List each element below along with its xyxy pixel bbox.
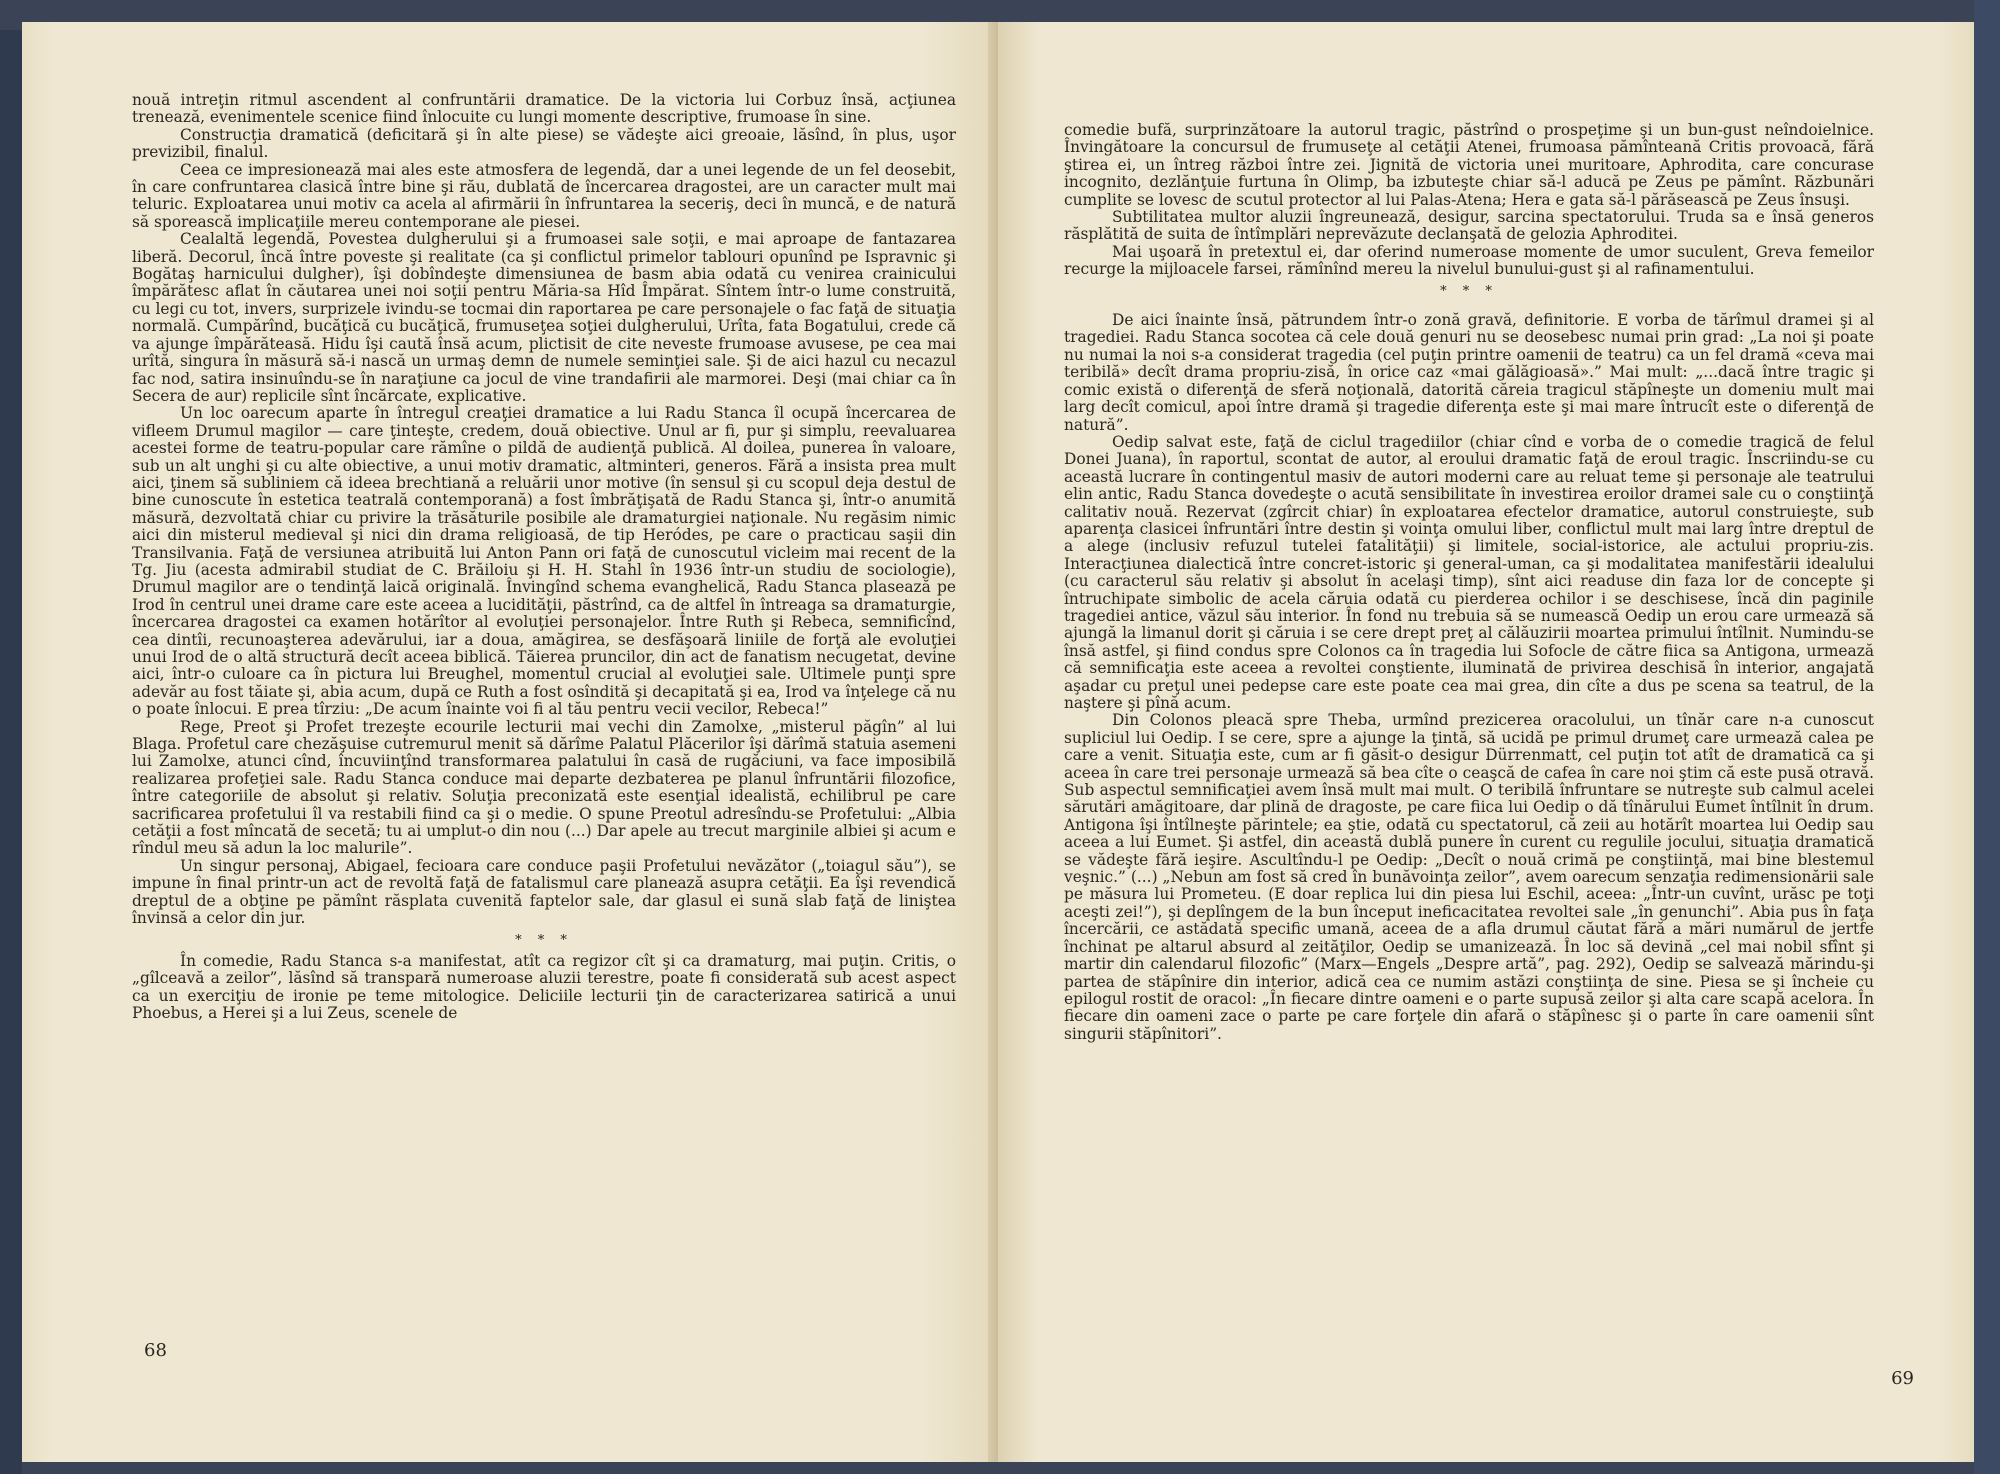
right-page [998,22,1974,1462]
book-cover-edge-left [0,30,22,1474]
paragraph: Construcţia dramatică (deficitară şi în alte piese) se vădeşte aici greoaie, lăsînd, în plus, uşor previzibil, finalul. [132,125,956,162]
paragraph: Ceea ce impresionează mai ales este atmosfera de legendă, dar a unei legende de un fel deosebit, în care confruntarea clasică între bine şi rău, dublată de încercarea dragostei, are un caracter mult mai teluric. Exploatarea unui motiv ca acela al afirmării în înfruntarea la seceriş, deci în muncă, e de natură să sporească implicaţiile mereu contemporane ale piesei. [132,160,956,231]
paragraph: Un singur personaj, Abigael, fecioara care conduce paşii Profetului nevăzător („toiagul său”), se impune în final printr-un act de revoltă faţă de fatalismul care planează asupra cetăţii. Ea îşi revendică dreptul de a obţine pe pămînt răsplata cuvenită faptelor sale, dar glasul ei sună slab faţă de liniştea învinsă a celor din jur. [132,856,956,928]
left-page-text [132,92,956,1023]
paragraph: nouă intreţin ritmul ascendent al confruntării dramatice. De la victoria lui Corbuz însă, acţiunea trenează, evenimentele scenice fiind înlocuite cu lungi momente descriptive, frumoase în sine. [132,91,956,127]
paragraph: Mai uşoară în pretextul ei, dar oferind numeroase momente de umor suculent, Greva femeilor recurge la mijloacele farsei, rămînînd mereu la nivelul bunului-gust şi al rafinamentului. [1064,242,1874,279]
paragraph: Cealaltă legendă, Povestea dulgherului şi a frumoasei sale soţii, e mai aproape de fantazarea liberă. Decorul, încă între poveste şi realitate (ca şi conflictul primelor tablouri opunînd pe Ispravnic şi Bogătaş harnicului dulgher), îşi dobîndeşte dimensiunea de basm abia odată cu venirea crainicului împărătesc aflat în căutarea unei noi soţii pentru Măria-sa Hîd Împărat. Sîntem într-o lume construită, cu legi cu tot, invers, surprizele ivindu-se tocmai din raportarea pe care personajele o fac faţă de situaţia normală. Cumpărînd, bucăţică cu bucăţică, frumuseţea soţiei dulgherului, Urîta, fata Bogatului, crede că va ajunge împărăteasă. Hidu îşi caută însă acum, plictisit de cite neveste frumoase avusese, pe cea mai urîtă, singura în măsură să-i nască un urmaş demn de numele seminţiei sale. Şi de aici hazul cu necazul fac nod, satira insinuîndu-se în naraţiune ca jocul de vine trandafirii ale marmorei. Deşi (mai chiar ca în Secera de aur) replicile sînt încărcate, explicative. [132,230,956,405]
paragraph: De aici înainte însă, pătrundem într-o zonă gravă, definitorie. E vorba de tărîmul dramei şi al tragediei. Radu Stanca socotea că cele două genuri nu se deosebesc numai prin grad: „La noi şi poate nu numai la noi s-a considerat tragedia (cel puţin printre oamenii de teatru) ca un fel dramă «ceva mai teribilă» decît drama propriu-zisă, în orice caz «mai gălăgioasă».” Mai mult: „...dacă între tragic şi comic există o diferenţă de sferă noţională, datorită căreia tragicul stăpîneşte un domeniu mult mai larg decît comicul, apoi între dramă şi tragedie diferenţa este şi mai mare întrucît este o diferenţă de natură”. [1064,311,1874,434]
page-number-right: 69 [1891,1368,1914,1389]
paragraph: Un loc oarecum aparte în întregul creaţiei dramatice a lui Radu Stanca îl ocupă încercarea de vifleem Drumul magilor — care ţinteşte, credem, două obiective. Unul ar fi, pur şi simplu, reevaluarea acestei forme de teatru-popular care rămîne o pildă de audienţă publică. Al doilea, punerea în valoare, sub un alt unghi şi cu alte obiective, a unui motiv dramatic, altminteri, generos. Fără a insista prea mult aici, ţinem să subliniem că ideea brechtiană a reluării unor motive (în sensul şi cu scopul deja destul de bine cunoscute în estetica teatrală contemporană) a fost îmbrăţişată de Radu Stanca şi, într-o anumită măsură, dezvoltată chiar cu privire la trăsăturile posibile ale dramaturgiei naţionale. Nu regăsim nimic aici din misterul medieval şi nici din drama religioasă, de tip Heródes, pe care o practicau saşii din Transilvania. Faţă de versiunea atribuită lui Anton Pann ori faţă de cunoscutul vicleim mai recent de la Tg. Jiu (acesta admirabil studiat de C. Brăiloiu şi H. H. Stahl în 1936 într-un studiu de sociologie), Drumul magilor are o tendinţă laică originală. Învingînd schema evanghelică, Radu Stanca plasează pe Irod în centrul unei drame care este aceea a lucidităţii, păstrînd, ca de altfel în întreaga sa dramaturgie, încercarea dragostei ca examen hotărîtor al evoluţiei personajelor. Între Ruth şi Rebeca, semnificînd, cea dintîi, recunoaşterea adevărului, iar a doua, amăgirea, se desfăşoară liniile de forţă ale evoluţiei unui Irod de o altă structură decît aceea biblică. Tăierea pruncilor, din act de fanatism necugetat, devine aici, într-o culoare ca în pictura lui Breughel, momentul crucial al evoluţiei sale. Ultimele punţi spre adevăr au fost tăiate şi, abia acum, după ce Ruth a fost osîndită şi decapitată şi ea, Irod va înţelege că nu o poate înlocui. E prea tîrziu: „De acum înainte voi fi al tău pentru vecii vecilor, Rebeca!” [132,404,956,719]
page-number-left: 68 [144,1340,167,1361]
book-cover-edge-right [1974,0,2000,1474]
paragraph: comedie bufă, surprinzătoare la autorul tragic, păstrînd o prospeţime şi un bun-gust neîndoielnice. Învingătoare la concursul de frumuseţe al cetăţii Atenei, frumoasa pămînteană Critis provoacă, fără ştirea ei, un întreg război între zei. Jignită de victoria unei muritoare, Aphrodita, care concurase incognito, dezlănţuie furtuna în Olimp, ba izbuteşte chiar să-l aducă pe Zeus pe pămînt. Răzbunări cumplite se lovesc de scutul protector al lui Palas-Atena; Hera e gata să-l părăsească pe Zeus însuşi. [1064,121,1874,209]
left-page [22,22,998,1462]
section-separator: * * * [515,932,573,948]
section-separator: * * * [1440,283,1498,299]
paragraph: Rege, Preot şi Profet trezeşte ecourile lecturii mai vechi din Zamolxe, „misterul păgîn” al lui Blaga. Profetul care chezăşuise cutremurul menit să dărîme Palatul Plăcerilor îşi dărîmă statuia asemeni lui Zamolxe, atunci cînd, încuviinţînd transformarea palatului în casă de rugăciuni, va face imposibilă realizarea profeţiei sale. Radu Stanca conduce mai departe dezbaterea pe planul înfruntării filozofice, între categoriile de absolut şi relativ. Soluţia preconizată este esenţial idealistă, echilibrul pe care sacrificarea profetului îl va restabili fiind ca şi o medie. O spune Preotul adresîndu-se Profetului: „Albia cetăţii a fost mîncată de secetă; tu ai umplut-o din nou (...) Dar apele au trecut marginile albiei şi acum e rîndul meu să adun la loc malurile”. [132,717,956,858]
paragraph: Din Colonos pleacă spre Theba, urmînd prezicerea oracolului, un tînăr care n-a cunoscut supliciul lui Oedip. I se cere, spre a ajunge la ţintă, să ucidă pe primul drumeţ care urmează calea pe care a venit. Situaţia este, cum ar fi găsit-o desigur Dürrenmatt, cel puţin tot atît de dramatică ca şi aceea în care trei personaje urmează să bea cîte o ceaşcă de cafea în care noi ştim că este pusă otravă. Sub aspectul semnificaţiei avem însă mult mai mult. O teribilă înfruntare se nutreşte sub calmul acelei sărutări amăgitoare, dar plină de dragoste, pe care fiica lui Oedip o dă tînărului Eumet întîlnit în drum. Antigona îşi întîlneşte părintele; ea ştie, odată cu spectatorul, că zeii au hotărît moartea lui Oedip sau aceea a lui Eumet. Şi astfel, din această dublă punere în curent cu regulile jocului, situaţia dramatică se vădeşte fără ieşire. Ascultîndu-l pe Oedip: „Decît o nouă crimă pe conştiinţă, mai bine blestemul veşnic.” (...) „Nebun am fost să cred în bunăvoinţa zeilor”, avem oarecum senzaţia redimensionării sale pe măsura lui Prometeu. (E doar replica lui din piesa lui Eschil, aceea: „Într-un cuvînt, urăsc pe toţi aceşti zei!”), şi deplîngem de la bun început ineficacitatea revoltei sale „în genunchi”. Abia pus în faţa încercării, ce astădată specific umană, aceea de a afla drumul căutat fără a mări numărul de jertfe închinat pe altarul absurd al zeităţilor, Oedip se umanizează. În loc să devină „cel mai nobil sfînt şi martir din calendarul filozofic” (Marx—Engels „Despre artă”, pag. 292), Oedip se salvează mărindu-şi partea de stăpînire din interior, adică cea ce numim astăzi conştiinţa de sine. Piesa se şi încheie cu epilogul rostit de oracol: „În fiecare dintre oameni e o parte supusă zeilor şi alta care scapă acelora. În fiecare din oameni zace o parte pe care forţele din afară o stăpînesc şi o parte în care oamenii sînt singurii stăpînitori”. [1064,711,1874,1043]
right-page-text [1064,122,1874,1043]
paragraph: Subtilitatea multor aluzii îngreunează, desigur, sarcina spectatorului. Truda sa e însă generos răsplătită de suita de întîmplări neprevăzute declanşată de gelozia Aphroditei. [1064,208,1874,244]
paragraph: În comedie, Radu Stanca s-a manifestat, atît ca regizor cît şi ca dramaturg, mai puţin. Critis, o „gîlceavă a zeilor”, lăsînd să transpară numeroase aluzii terestre, poate fi considerată sub acest aspect ca un exerciţiu de ironie pe teme mitologice. Deliciile lecturii ţin de caracterizarea satirică a unui Phoebus, a Herei şi a lui Zeus, scenele de [132,951,956,1023]
paragraph: Oedip salvat este, faţă de ciclul tragediilor (chiar cînd e vorba de o comedie tragică de felul Donei Juana), în raportul, scontat de autor, al eroului dramatic faţă de eroul tragic. Înscriindu-se cu această lucrare în contingentul masiv de autori moderni care au reluat teme şi personaje ale teatrului elin antic, Radu Stanca dovedeşte o acută sensibilitate în investirea eroilor dramei sale cu o conştiinţă calitativ nouă. Rezervat (zgîrcit chiar) în exploatarea efectelor dramatice, autorul construieşte, sub aparenţa clasicei înfruntări între destin şi voinţa omului liber, conflictul mult mai larg între dreptul de a alege (inclusiv refuzul tutelei fatalităţii) şi limitele, social-istorice, ale actului propriu-zis. Interacţiunea dialectică între concret-istoric şi general-uman, ca şi modalitatea manifestării idealului (cu caracterul său relativ şi absolut în acelaşi timp), sînt aici readuse din faza lor de concepte şi întruchipate simbolic de acela căruia odată cu pierderea ochilor i se deschisese, încă din paginile tragediei antice, văzul său interior. În fond nu trebuia să se numească Oedip un erou care urmează să ajungă la limanul dorit şi căruia i se cere drept preţ al călăuzirii moartea primului întîlnit. Numindu-se însă astfel, şi fiind condus spre Colonos ca în tragedia lui Sofocle de către fiica sa Antigona, urmează că semnificaţia este aceea a revoltei conştiente, iluminată de privirea deschisă în interior, angajată aşadar cu preţul unei pedepse care este poate cea mai grea, din cîte a dus pe scena sa teatrul, de la naştere şi pînă acum. [1064,432,1874,712]
